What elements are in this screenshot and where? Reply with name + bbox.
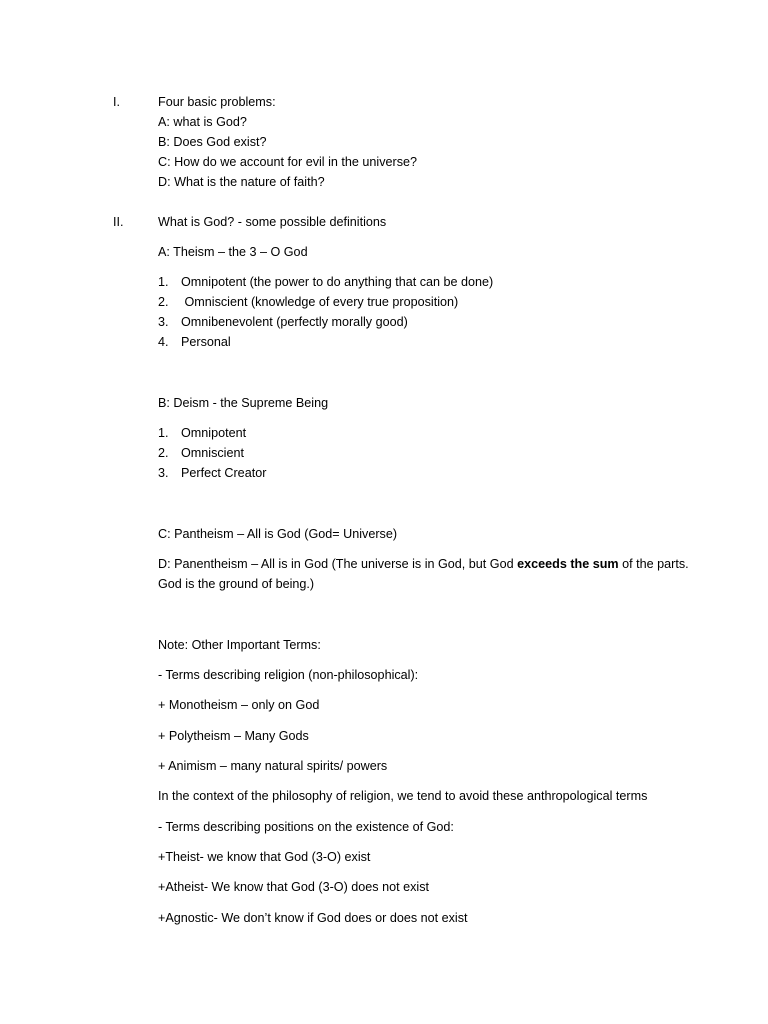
existence-terms-heading: - Terms describing positions on the existence of God: (158, 820, 454, 834)
note-heading: Note: Other Important Terms: (158, 638, 321, 652)
religion-terms-heading: - Terms describing religion (non-philosophical): (158, 668, 419, 682)
section-1-numeral: I. (113, 95, 120, 109)
religion-term-item: + Animism – many natural spirits/ powers (158, 759, 388, 773)
section-1-item-b: B: Does God exist? (158, 135, 267, 149)
panentheism-bold-phrase: exceeds the sum (517, 557, 619, 571)
deism-item-text: Perfect Creator (181, 466, 267, 480)
section-1-item-c: C: How do we account for evil in the universe? (158, 155, 418, 169)
deism-title: B: Deism - the Supreme Being (158, 396, 329, 410)
theism-title: A: Theism – the 3 – O God (158, 245, 308, 259)
religion-term-item: + Polytheism – Many Gods (158, 729, 309, 743)
panentheism-text-start: D: Panentheism – All is in God (The universe is in God, but God (158, 557, 518, 571)
existence-term-item: +Theist- we know that God (3-O) exist (158, 850, 371, 864)
section-1-heading: Four basic problems: (158, 95, 276, 109)
religion-term-item: + Monotheism – only on God (158, 698, 320, 712)
theism-item-number: 4. (158, 335, 169, 349)
section-1-item-d: D: What is the nature of faith? (158, 175, 325, 189)
theism-item-text: Omnibenevolent (perfectly morally good) (181, 315, 408, 329)
existence-term-item: +Agnostic- We don’t know if God does or does not exist (158, 911, 468, 925)
section-1-item-a: A: what is God? (158, 115, 247, 129)
deism-item-number: 3. (158, 466, 169, 480)
pantheism-definition: C: Pantheism – All is God (God= Universe) (158, 527, 398, 541)
deism-item-text: Omnipotent (181, 426, 247, 440)
theism-item-text: Personal (181, 335, 231, 349)
panentheism-definition (158, 556, 689, 572)
theism-item-text: Omniscient (knowledge of every true proposition) (181, 295, 459, 309)
existence-term-item: +Atheist- We know that God (3-O) does not exist (158, 880, 430, 894)
section-2-numeral: II. (113, 215, 124, 229)
deism-item-text: Omniscient (181, 446, 244, 460)
theism-item-text: Omnipotent (the power to do anything that can be done) (181, 275, 494, 289)
panentheism-text-end: of the parts. (618, 557, 689, 571)
theism-item-number: 3. (158, 315, 169, 329)
deism-item-number: 2. (158, 446, 169, 460)
panentheism-definition-line-2: God is the ground of being.) (158, 577, 315, 591)
theism-item-number: 1. (158, 275, 169, 289)
section-2-heading: What is God? - some possible definitions (158, 215, 387, 229)
context-note: In the context of the philosophy of religion, we tend to avoid these anthropological terms (158, 789, 648, 803)
theism-item-number: 2. (158, 295, 169, 309)
deism-item-number: 1. (158, 426, 169, 440)
